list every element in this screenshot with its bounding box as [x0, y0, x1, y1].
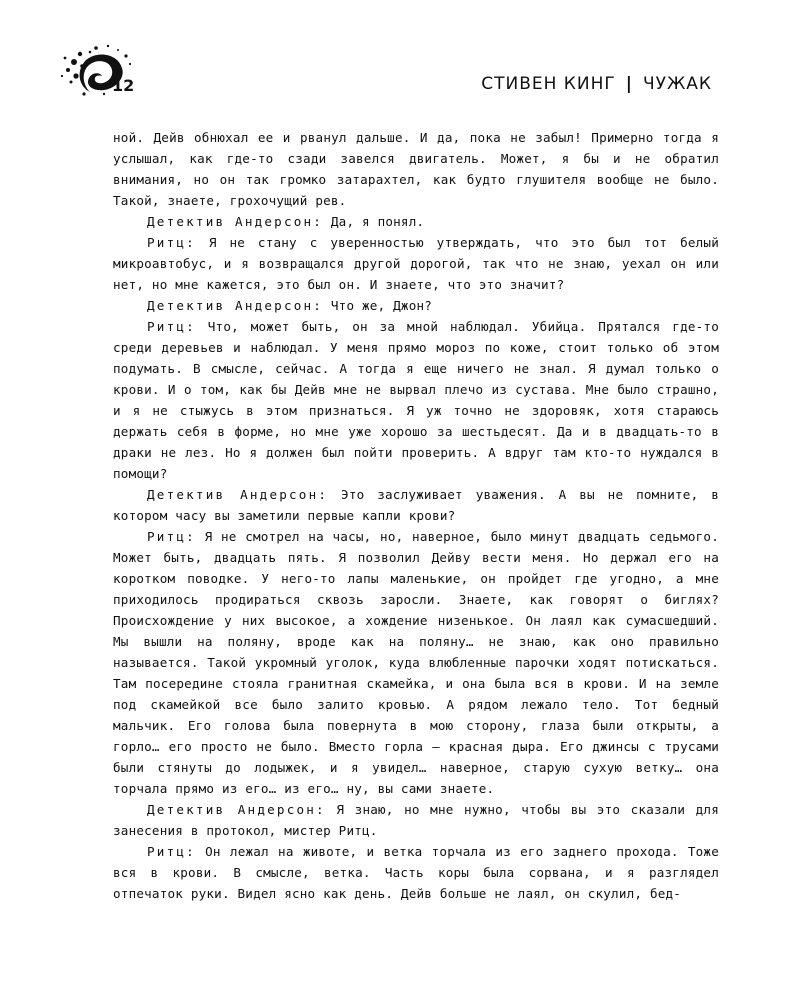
- paragraph: [113, 211, 719, 232]
- paragraph: [113, 526, 719, 799]
- paragraph-text: ной. Дейв обнюхал ее и рванул дальше. И да, пока не забыл! Примерно тогда я услышал, как где-то сзади завелся двигатель. Может, я бы и не обратил внимания, но он так громко затарахтел, как будто глушителя вообще не было. Такой, знаете, грохочущий рев.: [113, 130, 719, 208]
- paragraph: [113, 316, 719, 484]
- paragraph-text: Я не стану с уверенностью утверждать, что это был тот белый микроавтобус, и я возвращался другой дорогой, так что не знаю, уехал он или нет, но мне кажется, это был он. И знаете, что это значит?: [113, 235, 719, 292]
- paragraph: [113, 232, 719, 295]
- page-body: [113, 127, 719, 904]
- book-title: ЧУЖАК: [642, 74, 712, 94]
- header-separator: |: [625, 74, 633, 94]
- page-number: 12: [112, 76, 135, 95]
- speaker-label: Ритц:: [147, 235, 196, 250]
- author-name: СТИВЕН КИНГ: [481, 74, 616, 94]
- paragraph: [113, 295, 719, 316]
- page-header: [0, 0, 800, 110]
- speaker-label: Детектив Андерсон:: [147, 802, 326, 817]
- paragraph-text: Да, я понял.: [330, 214, 425, 229]
- paragraph: [113, 484, 719, 526]
- running-head: [481, 74, 712, 94]
- paragraph-text: Он лежал на животе, и ветка торчала из его заднего прохода. Тоже вся в крови. В смысле, ветка. Часть коры была сорвана, и я разглядел отпечаток руки. Видел ясно как день. Дейв больше не лаял, он скулил, бед-: [113, 844, 719, 901]
- paragraph-text: Я знаю, но мне нужно, чтобы вы это сказали для занесения в протокол, мистер Ритц.: [113, 802, 719, 838]
- speaker-label: Детектив Андерсон:: [147, 298, 324, 313]
- speaker-label: Детектив Андерсон:: [147, 487, 329, 502]
- paragraph-text: Я не смотрел на часы, но, наверное, было минут двадцать седьмого. Может быть, двадцать пять. Я позволил Дейву вести меня. Но держал его на коротком поводке. У него-то лапы маленькие, он пройдет где угодно, а мне приходилось продираться сквозь заросли. Знаете, как говорят о биглях? Происхождение у них высокое, а хождение низенькое. Он лаял как сумасшедший. Мы вышли на поляну, вроде как на поляну… не знаю, как оно правильно называется. Такой укромный уголок, куда влюбленные парочки ходят потискаться. Там посередине стояла гранитная скамейка, и она была вся в крови. И на земле под скамейкой все было залито кровью. А рядом лежало тело. Тот бедный мальчик. Его голова была повернута в мою сторону, глаза были открыты, а горло… его просто не было. Вместо горла — красная дыра. Его джинсы с трусами были стянуты до лодыжек, и я увидел… наверное, старую сухую ветку… она торчала прямо из его… из его… ну, вы сами знаете.: [113, 529, 719, 796]
- speaker-label: Ритц:: [147, 844, 196, 859]
- speaker-label: Ритц:: [147, 319, 196, 334]
- paragraph-text: Это заслуживает уважения. А вы не помните, в котором часу вы заметили первые капли крови?: [113, 487, 719, 523]
- speaker-label: Ритц:: [147, 529, 196, 544]
- paragraph-text: Что, может быть, он за мной наблюдал. Убийца. Прятался где-то среди деревьев и наблюдал. У меня прямо мороз по коже, стоит только об этом подумать. В смысле, сейчас. А тогда я еще ничего не знал. Я думал только о крови. И о том, как бы Дейв мне не вырвал плечо из сустава. Мне было страшно, и я не стыжусь в этом признаться. Я уж точно не здоровяк, хотя стараюсь держать себя в форме, но мне уже хорошо за шестьдесят. Да и в двадцать-то в драки не лез. Но я должен был пойти проверить. А вдруг там кто-то нуждался в помощи?: [113, 319, 719, 481]
- paragraph: [113, 799, 719, 841]
- paragraph: [113, 127, 719, 211]
- paragraph: [113, 841, 719, 904]
- paragraph-text: Что же, Джон?: [330, 298, 433, 313]
- speaker-label: Детектив Андерсон:: [147, 214, 324, 229]
